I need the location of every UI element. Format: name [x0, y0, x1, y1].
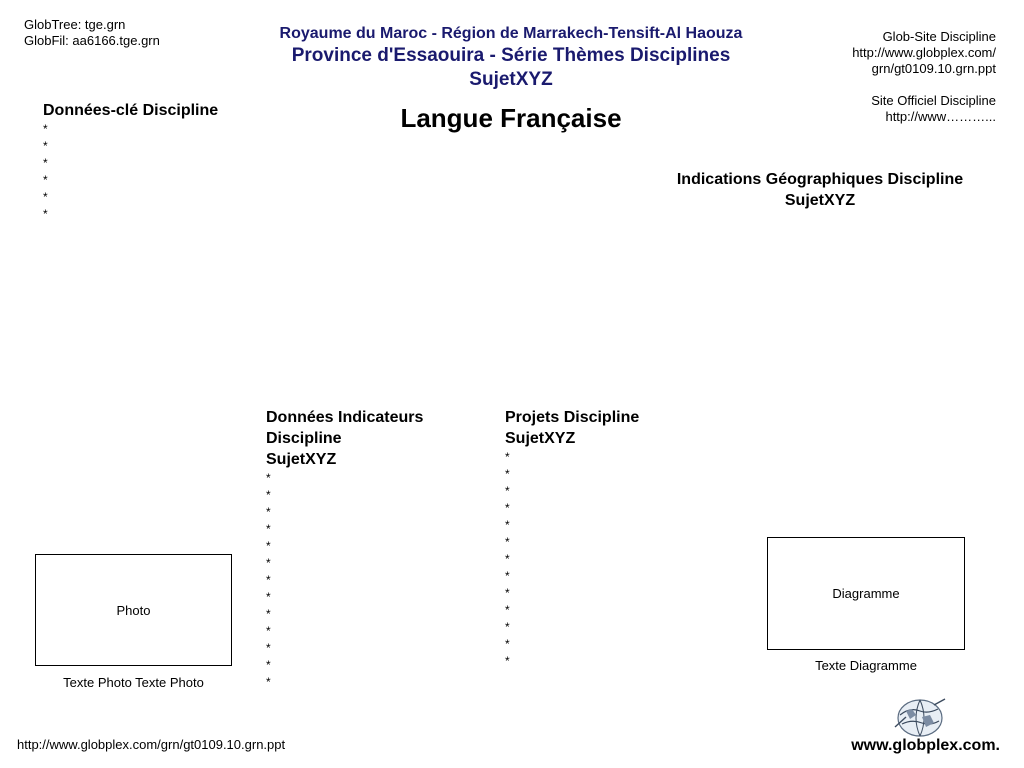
site-officiel-url[interactable]: http://www………... [885, 109, 996, 124]
projets-line-1: Projets Discipline [505, 409, 640, 426]
list-item: * [266, 658, 271, 672]
photo-caption: Texte Photo Texte Photo [63, 675, 204, 690]
indicateurs-line-3: SujetXYZ [266, 451, 337, 468]
projets-list [505, 449, 705, 670]
photo-label: Photo [116, 602, 151, 618]
globe-icon [892, 697, 948, 739]
glob-site-label: Glob-Site Discipline [882, 29, 996, 44]
list-item: * [266, 607, 271, 621]
footer-site[interactable]: www.globplex.com. [851, 737, 1000, 754]
list-item: * [505, 552, 510, 566]
list-item: * [505, 450, 510, 464]
projets-line-2: SujetXYZ [505, 430, 576, 447]
header-right [756, 29, 996, 125]
list-item: * [43, 207, 48, 221]
list-item: * [505, 518, 510, 532]
donnees-cle-section [43, 100, 263, 223]
site-officiel-label: Site Officiel Discipline [871, 93, 996, 108]
list-item: * [266, 641, 271, 655]
photo-box [35, 554, 232, 666]
indicateurs-line-1: Données Indicateurs [266, 409, 424, 426]
list-item: * [266, 471, 271, 485]
indicateurs-list [266, 470, 466, 691]
list-item: * [266, 624, 271, 638]
indicateurs-line-2: Discipline [266, 430, 342, 447]
diagramme-label: Diagramme [832, 586, 900, 601]
list-item: * [43, 139, 48, 153]
projets-section [505, 407, 705, 670]
indicateurs-section [266, 407, 466, 691]
list-item: * [43, 122, 48, 136]
list-item: * [43, 156, 48, 170]
list-item: * [266, 573, 271, 587]
indications-section [640, 169, 1000, 211]
title-line-1: Royaume du Maroc - Région de Marrakech-Tensift-Al Haouza [279, 25, 743, 42]
list-item: * [505, 569, 510, 583]
list-item: * [505, 654, 510, 668]
list-item: * [505, 467, 510, 481]
list-item: * [43, 190, 48, 204]
list-item: * [505, 484, 510, 498]
list-item: * [266, 505, 271, 519]
header-left [24, 17, 160, 49]
diagramme-caption: Texte Diagramme [815, 658, 917, 673]
indications-line-1: Indications Géographiques Discipline [676, 171, 964, 188]
donnees-cle-list [43, 121, 263, 223]
list-item: * [505, 603, 510, 617]
list-item: * [266, 556, 271, 570]
indications-line-2: SujetXYZ [784, 192, 856, 209]
list-item: * [43, 173, 48, 187]
glob-site-url-1[interactable]: http://www.globplex.com/ [852, 45, 996, 60]
list-item: * [505, 535, 510, 549]
list-item: * [266, 675, 271, 689]
list-item: * [266, 522, 271, 536]
glob-site-url-2[interactable]: grn/gt0109.10.grn.ppt [871, 61, 996, 76]
list-item: * [266, 590, 271, 604]
list-item: * [505, 501, 510, 515]
donnees-cle-heading: Données-clé Discipline [43, 102, 219, 119]
list-item: * [505, 637, 510, 651]
page-title [220, 24, 802, 92]
footer-url[interactable]: http://www.globplex.com/grn/gt0109.10.grn.ppt [17, 737, 286, 752]
list-item: * [505, 586, 510, 600]
title-line-2: Province d'Essaouira - Série Thèmes Disciplines [291, 45, 731, 66]
list-item: * [505, 620, 510, 634]
list-item: * [266, 539, 271, 553]
diagramme-box [767, 537, 965, 650]
globfil-label: GlobFil: aa6166.tge.grn [24, 33, 160, 48]
page-subtitle: Langue Française [400, 103, 622, 133]
list-item: * [266, 488, 271, 502]
title-line-3: SujetXYZ [469, 69, 553, 90]
globtree-label: GlobTree: tge.grn [24, 17, 126, 32]
